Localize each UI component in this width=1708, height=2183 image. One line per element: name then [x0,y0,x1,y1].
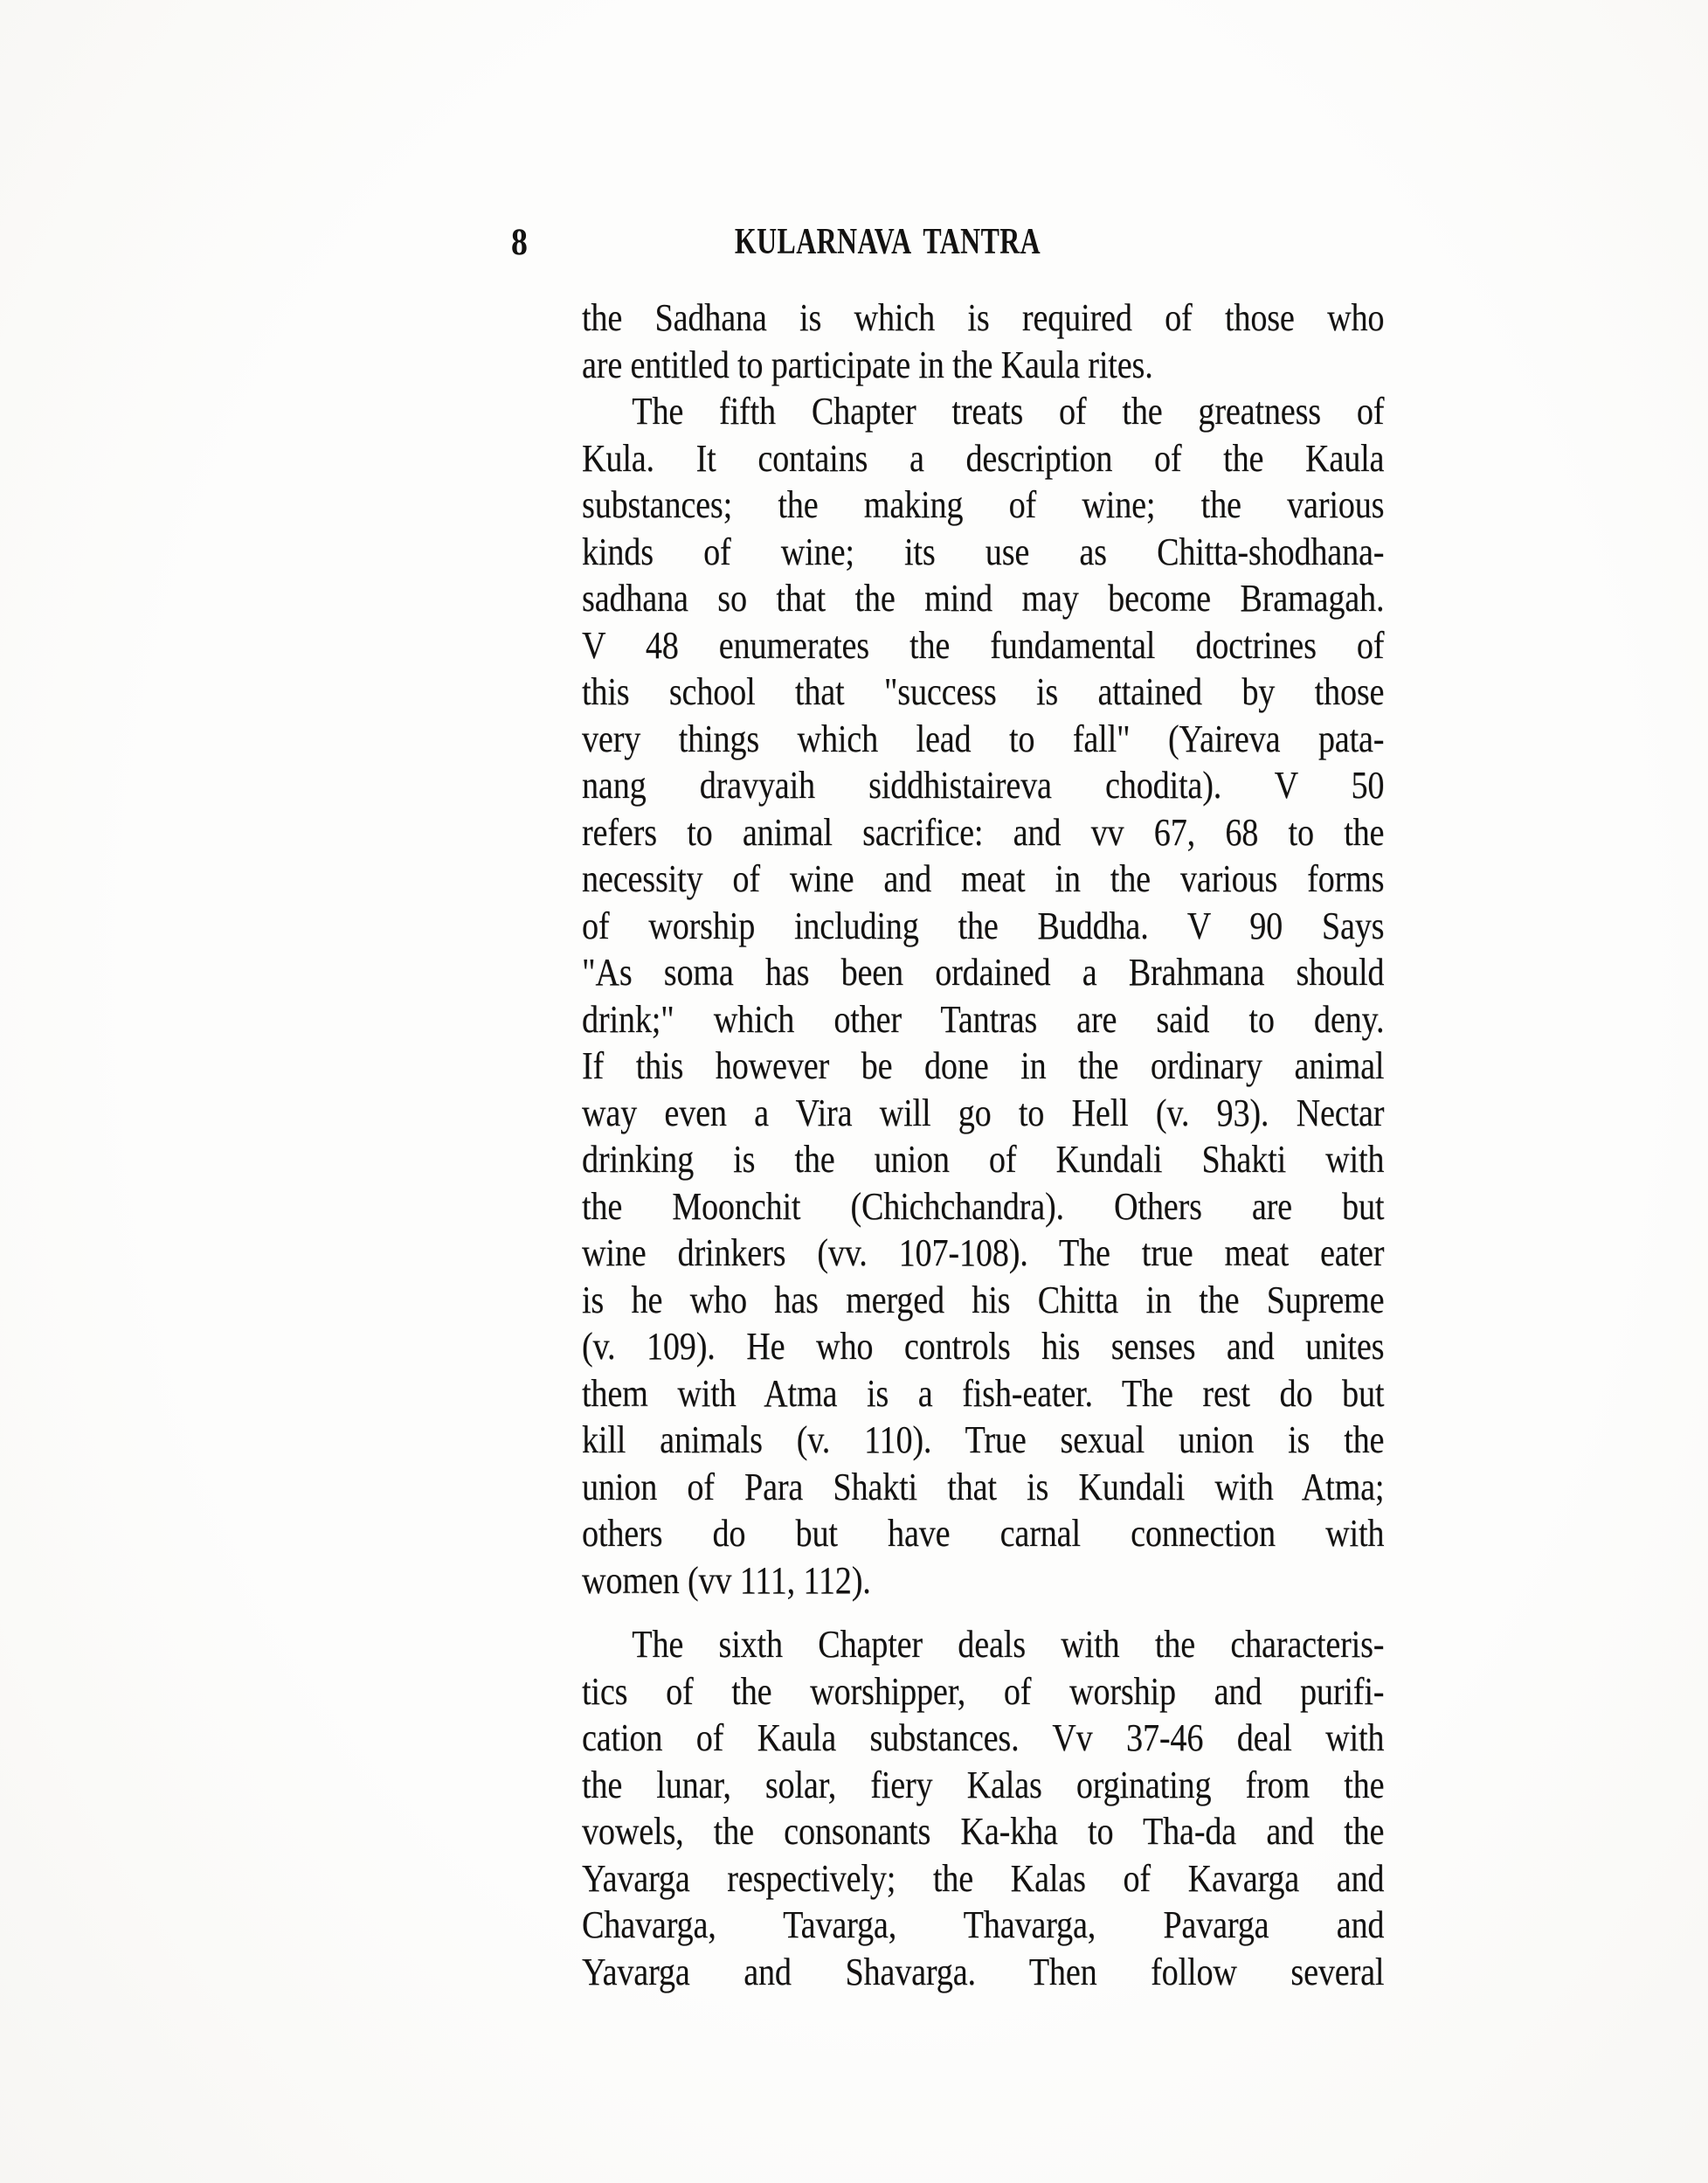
text-line: are entitled to participate in the Kaula rites. [582,343,1153,386]
page-number: 8 [511,222,528,263]
text-line: cation of Kaula substances. Vv 37-46 deal with [582,1716,1385,1759]
text-line: others do but have carnal connection with [582,1512,1385,1555]
text-line: substances; the making of wine; the various [582,483,1385,526]
text-line: the Moonchit (Chichchandra). Others are but [582,1184,1385,1228]
text-line: "As soma has been ordained a Brahmana should [582,951,1385,994]
text-line: (v. 109). He who controls his senses and unites [582,1325,1385,1368]
paragraph-sixth-chapter [582,1621,1384,1995]
text-line: union of Para Shakti that is Kundali with Atma; [582,1465,1385,1508]
text-line: this school that "success is attained by those [582,670,1385,713]
text-line: Kula. It contains a description of the Kaula [582,436,1385,480]
text-line: kill animals (v. 110). True sexual union is the [582,1418,1385,1461]
text-line: very things which lead to fall" (Yaireva pata- [582,717,1385,760]
text-line: kinds of wine; its use as Chitta-shodhana- [582,530,1385,573]
text-line: drink;" which other Tantras are said to deny. [582,997,1385,1041]
text-line: wine drinkers (vv. 107-108). The true meat eater [582,1231,1385,1274]
running-title: KULARNAVA TANTRA [734,222,1041,262]
text-line: Yavarga respectively; the Kalas of Kavarga and [582,1856,1385,1900]
text-line: The fifth Chapter treats of the greatness of [632,390,1385,433]
text-line: drinking is the union of Kundali Shakti with [582,1138,1385,1181]
text-line: them with Atma is a fish-eater. The rest do but [582,1371,1385,1415]
text-line: vowels, the consonants Ka-kha to Tha-da and the [582,1810,1385,1853]
text-line: necessity of wine and meat in the various forms [582,857,1385,900]
text-line: V 48 enumerates the fundamental doctrines of [582,623,1385,667]
text-line: The sixth Chapter deals with the characteris- [632,1623,1385,1666]
text-line: refers to animal sacrifice: and vv 67, 68 to the [582,810,1385,854]
text-line: is he who has merged his Chitta in the Supreme [582,1278,1385,1321]
text-line: way even a Vira will go to Hell (v. 93). Nectar [582,1091,1385,1134]
text-line: If this however be done in the ordinary animal [582,1044,1385,1087]
text-line: sadhana so that the mind may become Bramagah. [582,577,1385,620]
text-block [582,295,1384,1995]
text-line: women (vv 111, 112). [582,1558,871,1602]
paragraph-fifth-chapter [582,388,1384,1604]
text-line: Yavarga and Shavarga. Then follow several [582,1950,1385,1993]
text-line: the lunar, solar, fiery Kalas orginating from the [582,1763,1385,1806]
text-line: nang dravyaih siddhistaireva chodita). V 50 [582,764,1385,807]
text-line: tics of the worshipper, of worship and purifi- [582,1669,1385,1713]
text-line: of worship including the Buddha. V 90 Says [582,904,1385,947]
text-line: the Sadhana is which is required of those who [582,296,1385,339]
text-line: Chavarga, Tavarga, Thavarga, Pavarga and [582,1903,1385,1946]
paragraph-continuation [582,295,1384,388]
